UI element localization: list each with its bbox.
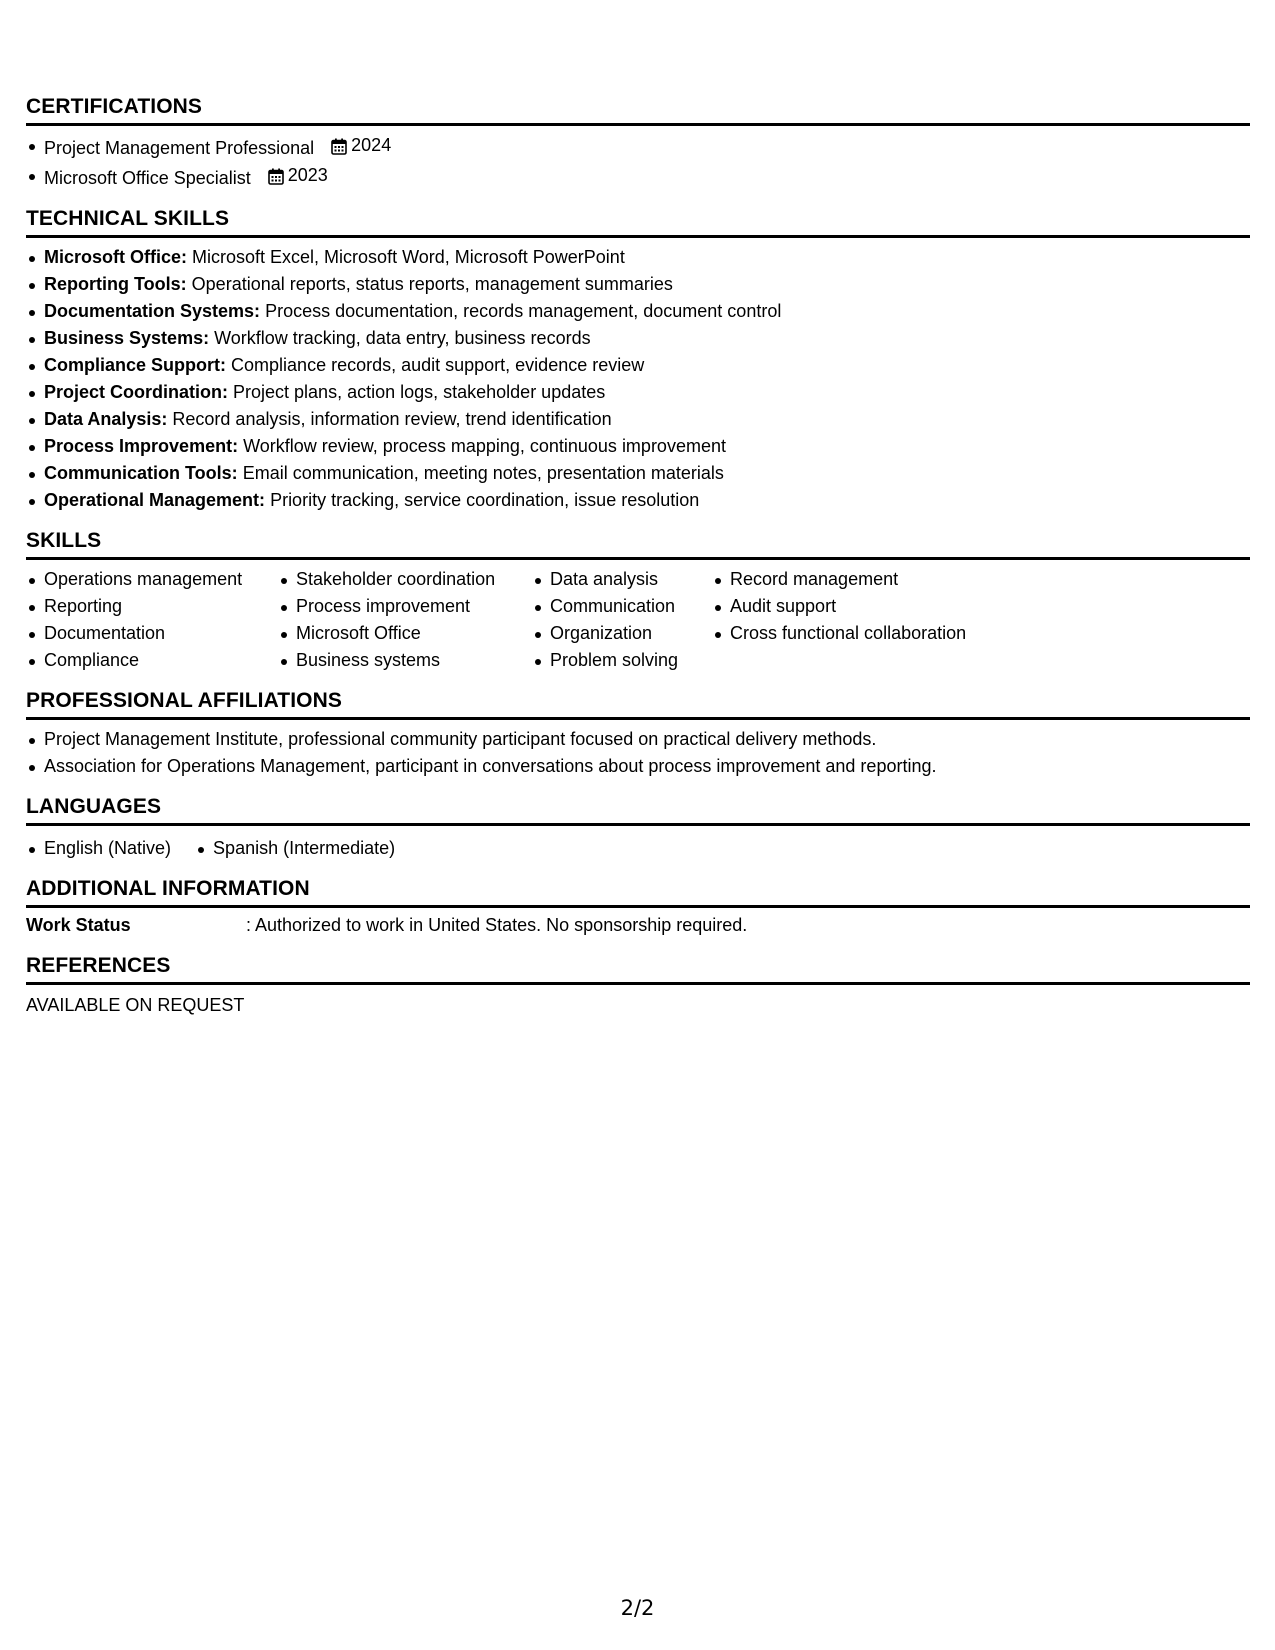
list-item: Microsoft Office (278, 620, 532, 647)
list-item: Communication (532, 593, 712, 620)
affiliations-section (26, 688, 1250, 780)
certification-name: Project Management Professional (44, 138, 315, 158)
list-item: Documentation (26, 620, 278, 647)
list-item: Reporting (26, 593, 278, 620)
technical-skills-section (26, 206, 1250, 514)
skill-category-text: Priority tracking, service coordination, issue resolution (270, 490, 700, 510)
certification-year: 2023 (287, 165, 328, 185)
skill-category-label: Data Analysis: (44, 409, 168, 429)
list-item: Record management (712, 566, 1012, 593)
skill-category-label: Microsoft Office: (44, 247, 188, 267)
skills-column (712, 566, 1012, 674)
skill-category-text: Email communication, meeting notes, presentation materials (242, 463, 724, 483)
additional-information-heading: ADDITIONAL INFORMATION (26, 876, 1250, 908)
list-item (26, 433, 1250, 460)
list-item: Process improvement (278, 593, 532, 620)
list-item (26, 271, 1250, 298)
skill-category-label: Documentation Systems: (44, 301, 261, 321)
skill-category-text: Workflow review, process mapping, continuous improvement (243, 436, 726, 456)
list-item (26, 406, 1250, 433)
skill-category-label: Process Improvement: (44, 436, 239, 456)
certifications-list (26, 132, 1250, 192)
list-item: Cross functional collaboration (712, 620, 1012, 647)
skills-heading: SKILLS (26, 528, 1250, 560)
list-item: Compliance (26, 647, 278, 674)
list-item (26, 244, 1250, 271)
list-item: Audit support (712, 593, 1012, 620)
skill-category-text: Microsoft Excel, Microsoft Word, Microsoft PowerPoint (192, 247, 625, 267)
certification-name: Microsoft Office Specialist (44, 168, 251, 188)
list-item (26, 325, 1250, 352)
technical-skills-list (26, 244, 1250, 514)
list-item: Stakeholder coordination (278, 566, 532, 593)
skills-column (532, 566, 712, 674)
list-item: Problem solving (532, 647, 712, 674)
skill-category-text: Process documentation, records management, document control (265, 301, 782, 321)
skill-category-label: Reporting Tools: (44, 274, 187, 294)
skills-column (26, 566, 278, 674)
skill-category-label: Project Coordination: (44, 382, 228, 402)
list-item: Operations management (26, 566, 278, 593)
language-item: Spanish (Intermediate) (195, 835, 395, 862)
references-section (26, 953, 1250, 1019)
skill-category-text: Operational reports, status reports, management summaries (191, 274, 673, 294)
affiliations-heading: PROFESSIONAL AFFILIATIONS (26, 688, 1250, 720)
list-item: Organization (532, 620, 712, 647)
skills-column (278, 566, 532, 674)
list-item: Association for Operations Management, participant in conversations about process improvement and reporting. (26, 753, 1250, 780)
calendar-icon (331, 138, 347, 155)
affiliations-list (26, 726, 1250, 780)
technical-skills-heading: TECHNICAL SKILLS (26, 206, 1250, 238)
skill-category-text: Workflow tracking, data entry, business records (214, 328, 591, 348)
skill-category-text: Project plans, action logs, stakeholder updates (233, 382, 606, 402)
language-item: English (Native) (26, 835, 171, 862)
list-item (26, 487, 1250, 514)
references-text: AVAILABLE ON REQUEST (26, 995, 245, 1015)
skill-category-label: Communication Tools: (44, 463, 238, 483)
list-item (26, 162, 1250, 192)
languages-list (26, 835, 1250, 862)
skills-grid (26, 566, 1250, 674)
list-item (26, 298, 1250, 325)
list-item (26, 379, 1250, 406)
additional-information-section (26, 876, 1250, 939)
page-number: 2/2 (620, 1596, 655, 1620)
skill-category-label: Business Systems: (44, 328, 210, 348)
certifications-heading: CERTIFICATIONS (26, 94, 1250, 126)
skill-category-label: Compliance Support: (44, 355, 227, 375)
work-status-value: : Authorized to work in United States. No sponsorship required. (246, 915, 748, 935)
skill-category-label: Operational Management: (44, 490, 266, 510)
list-item (26, 132, 1250, 162)
list-item (26, 460, 1250, 487)
list-item: Business systems (278, 647, 532, 674)
list-item: Project Management Institute, professional community participant focused on practical delivery methods. (26, 726, 1250, 753)
skill-category-text: Compliance records, audit support, evidence review (231, 355, 645, 375)
certification-date (268, 162, 328, 189)
resume-page (26, 94, 1250, 1019)
skill-category-text: Record analysis, information review, trend identification (172, 409, 612, 429)
references-heading: REFERENCES (26, 953, 1250, 985)
list-item: Data analysis (532, 566, 712, 593)
languages-section (26, 794, 1250, 862)
work-status-label: Work Status (26, 915, 131, 935)
languages-heading: LANGUAGES (26, 794, 1250, 826)
list-item (26, 352, 1250, 379)
certifications-section (26, 94, 1250, 192)
skills-section (26, 528, 1250, 674)
certification-date (331, 132, 391, 159)
calendar-icon (268, 168, 284, 185)
work-status-row (26, 912, 1250, 939)
certification-year: 2024 (351, 135, 392, 155)
